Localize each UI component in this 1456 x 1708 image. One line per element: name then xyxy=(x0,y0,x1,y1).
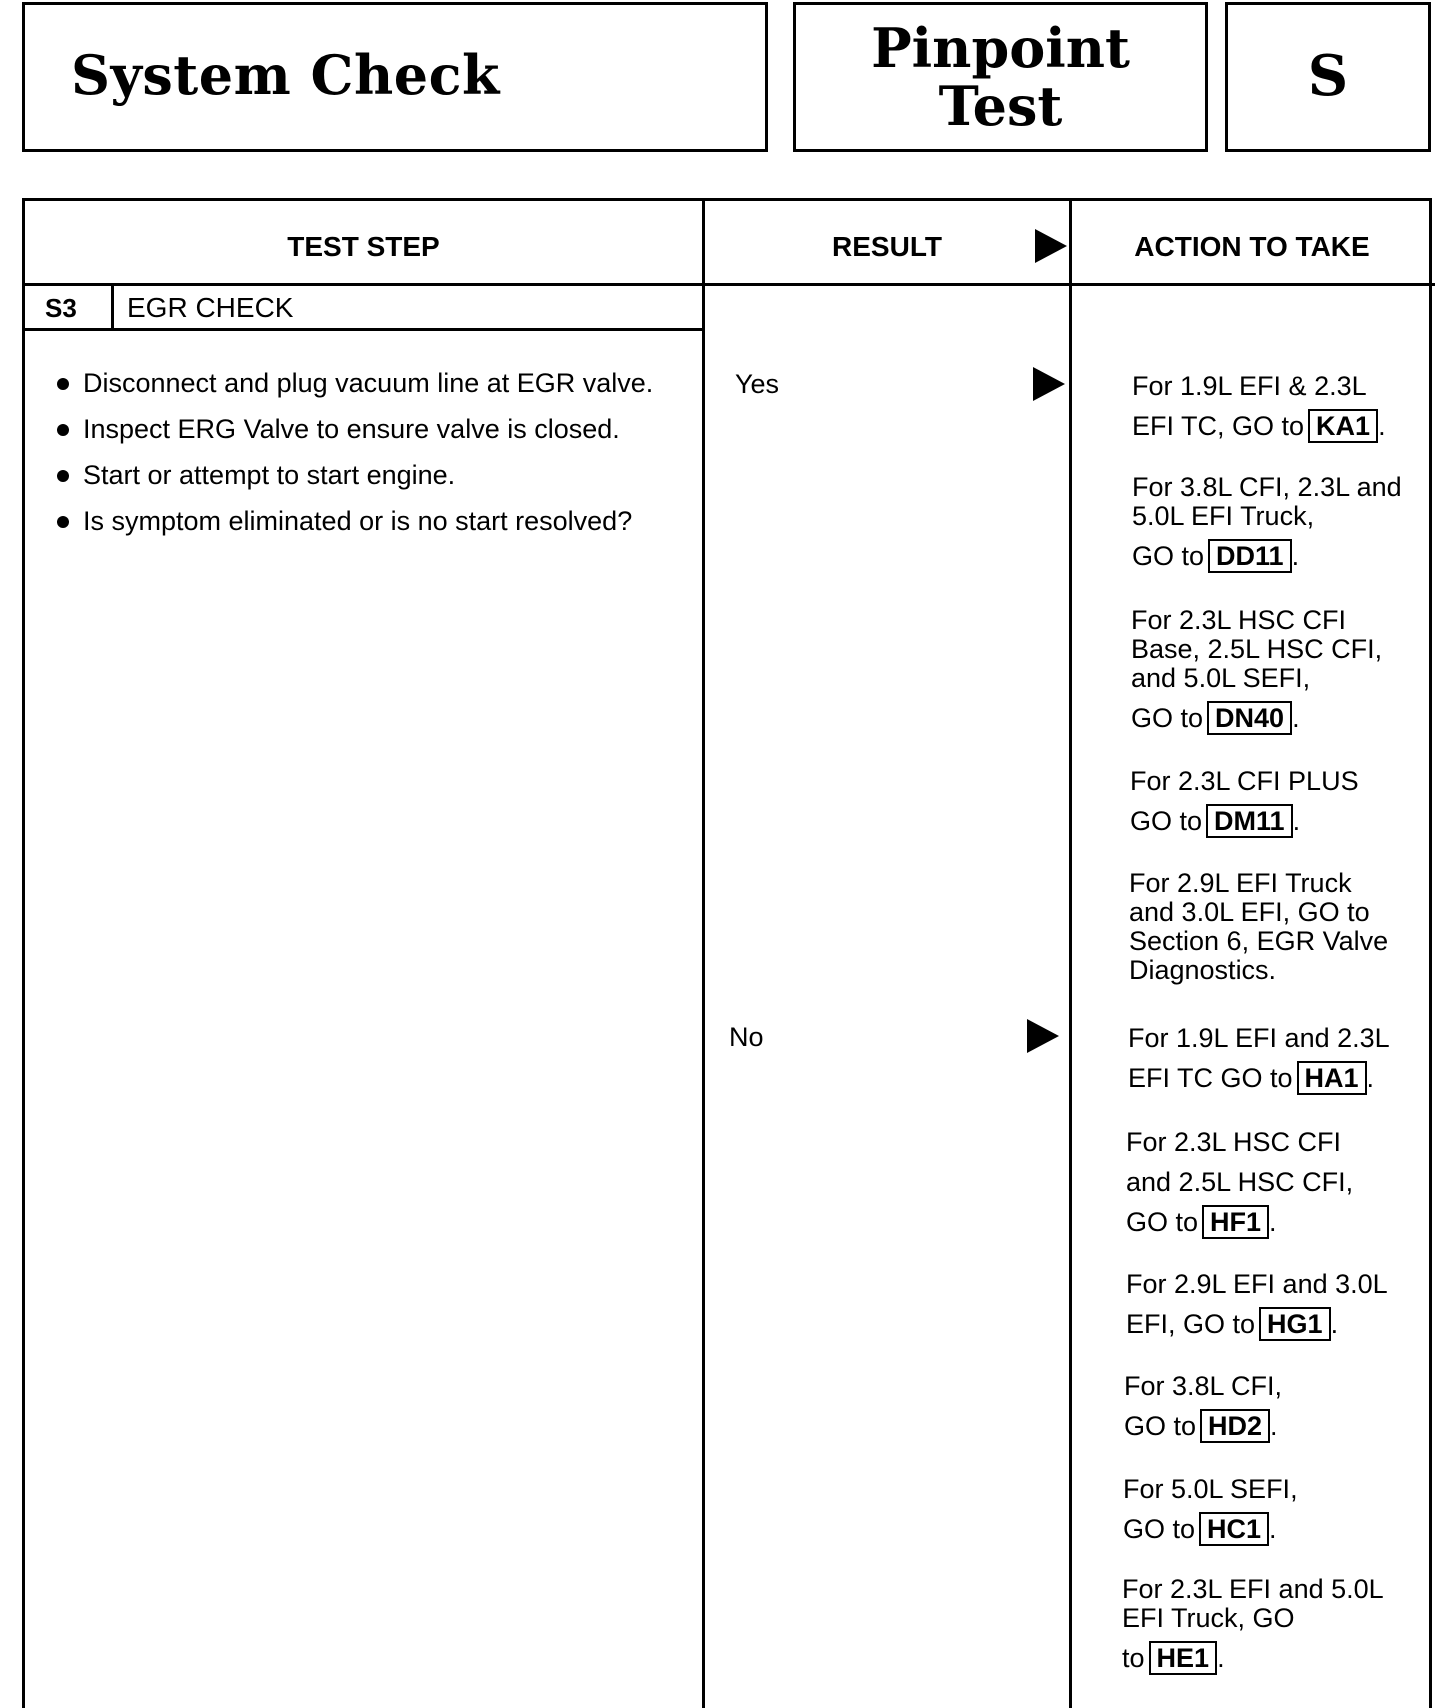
action-line: GO to xyxy=(1126,1207,1199,1237)
action-line: For 3.8L CFI, xyxy=(1124,1371,1283,1401)
action-line: and 5.0L SEFI, xyxy=(1131,663,1311,693)
action-line: GO to xyxy=(1132,541,1205,571)
header-row-divider xyxy=(25,283,1435,286)
goto-code-box: HG1 xyxy=(1259,1307,1331,1341)
action-line: EFI TC GO to xyxy=(1128,1063,1293,1093)
action-line: For 5.0L SEFI, xyxy=(1123,1474,1298,1504)
action-line: For 2.9L EFI and 3.0L xyxy=(1126,1269,1388,1299)
action-no-4 xyxy=(1124,1371,1282,1443)
action-yes-4 xyxy=(1130,766,1359,838)
action-line: to xyxy=(1122,1643,1145,1673)
test-letter: S xyxy=(1307,43,1349,109)
action-line: For 2.3L HSC CFI xyxy=(1126,1127,1342,1157)
goto-code-box: DD11 xyxy=(1208,539,1292,573)
action-no-6 xyxy=(1122,1575,1384,1675)
action-end: . xyxy=(1366,1063,1375,1093)
pinpoint-title-line2: Test xyxy=(938,74,1063,138)
action-line: GO to xyxy=(1124,1411,1197,1441)
action-line: and 2.5L HSC CFI, xyxy=(1126,1167,1354,1197)
action-line: EFI, GO to xyxy=(1126,1309,1256,1339)
column-header-test-step: TEST STEP xyxy=(287,231,440,262)
goto-code-box: HE1 xyxy=(1149,1641,1218,1675)
action-end: . xyxy=(1217,1643,1225,1673)
goto-code-box: HF1 xyxy=(1202,1205,1269,1239)
action-line: GO to xyxy=(1130,806,1203,836)
action-line: 5.0L EFI Truck, xyxy=(1132,501,1315,531)
action-line: and 3.0L EFI, GO to xyxy=(1129,897,1370,927)
action-line: Diagnostics. xyxy=(1129,955,1277,985)
action-end: . xyxy=(1269,1514,1277,1544)
step-id-divider xyxy=(111,283,114,329)
action-end: . xyxy=(1269,1207,1277,1237)
pinpoint-test-title xyxy=(796,16,1205,138)
result-no: No xyxy=(729,1022,764,1052)
action-no-2 xyxy=(1126,1127,1353,1239)
action-line: For 3.8L CFI, 2.3L and xyxy=(1132,472,1402,502)
action-line: GO to xyxy=(1131,703,1204,733)
action-end: . xyxy=(1270,1411,1278,1441)
action-line: For 2.3L HSC CFI xyxy=(1131,605,1347,635)
column-divider-2 xyxy=(1069,201,1072,1708)
action-end: . xyxy=(1291,541,1300,571)
action-no-3 xyxy=(1126,1269,1388,1341)
no-arrow-icon xyxy=(1027,1019,1059,1053)
instruction-item: Start or attempt to start engine. xyxy=(53,459,713,505)
test-letter-header xyxy=(1225,2,1431,152)
action-no-1 xyxy=(1128,1023,1390,1095)
action-line: For 1.9L EFI & 2.3L xyxy=(1132,371,1367,401)
goto-code-box: KA1 xyxy=(1308,409,1378,443)
action-line: For 2.9L EFI Truck xyxy=(1129,868,1352,898)
yes-arrow-icon xyxy=(1033,367,1065,401)
goto-code-box: DN40 xyxy=(1207,701,1292,735)
action-line: For 2.3L EFI and 5.0L xyxy=(1122,1574,1384,1604)
action-end: . xyxy=(1330,1309,1339,1339)
action-no-5 xyxy=(1123,1474,1298,1546)
action-end: . xyxy=(1292,806,1301,836)
action-line: For 2.3L CFI PLUS xyxy=(1130,766,1359,796)
action-yes-2 xyxy=(1132,473,1402,573)
instruction-item: Disconnect and plug vacuum line at EGR valve. xyxy=(53,367,713,413)
pinpoint-test-header xyxy=(793,2,1208,152)
action-yes-5 xyxy=(1129,869,1388,985)
action-yes-1 xyxy=(1132,371,1386,443)
action-line: Section 6, EGR Valve xyxy=(1129,926,1389,956)
goto-code-box: HC1 xyxy=(1199,1512,1269,1546)
action-yes-3 xyxy=(1131,606,1382,735)
goto-code-box: HA1 xyxy=(1297,1061,1367,1095)
step-row-divider xyxy=(25,328,704,331)
action-line: Base, 2.5L HSC CFI, xyxy=(1131,634,1383,664)
system-check-header xyxy=(22,2,768,152)
step-title: EGR CHECK xyxy=(127,292,294,323)
goto-code-box: HD2 xyxy=(1200,1409,1270,1443)
test-step-instructions xyxy=(53,367,713,551)
test-step-table xyxy=(22,198,1432,1708)
action-end: . xyxy=(1378,411,1386,441)
action-line: For 1.9L EFI and 2.3L xyxy=(1128,1023,1390,1053)
action-line: EFI TC, GO to xyxy=(1132,411,1305,441)
step-id: S3 xyxy=(45,293,77,323)
system-check-title: System Check xyxy=(71,43,500,107)
goto-code-box: DM11 xyxy=(1206,804,1293,838)
instruction-item: Is symptom eliminated or is no start resolved? xyxy=(53,505,713,551)
action-line: EFI Truck, GO xyxy=(1122,1603,1295,1633)
header-arrow-icon xyxy=(1035,229,1067,263)
column-header-action: ACTION TO TAKE xyxy=(1134,231,1370,262)
pinpoint-title-line1: Pinpoint xyxy=(871,16,1130,80)
action-line: GO to xyxy=(1123,1514,1196,1544)
action-end: . xyxy=(1292,703,1300,733)
column-header-result: RESULT xyxy=(832,231,942,262)
instruction-item: Inspect ERG Valve to ensure valve is closed. xyxy=(53,413,713,459)
result-yes: Yes xyxy=(735,369,780,399)
